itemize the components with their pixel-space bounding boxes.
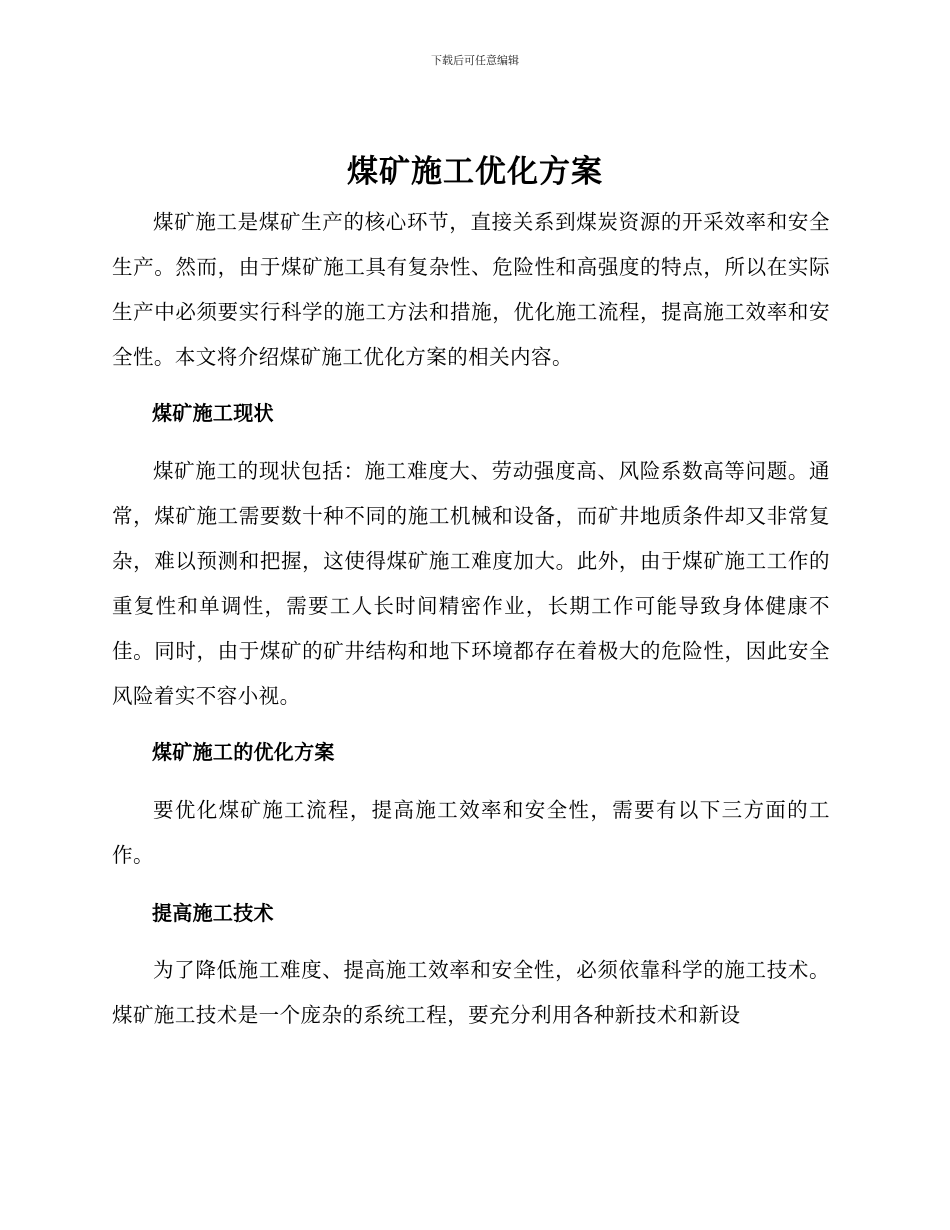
current-status-paragraph: 煤矿施工的现状包括：施工难度大、劳动强度高、风险系数高等问题。通常，煤矿施工需要数十种不同的施工机械和设备，而矿井地质条件却又非常复杂，难以预测和把握，这使得煤矿施工难度加大。此外，由于煤矿施工工作的重复性和单调性，需要工人长时间精密作业，长期工作可能导致身体健康不佳。同时，由于煤矿的矿井结构和地下环境都存在着极大的危险性，因此安全风险着实不容小视。 — [112, 459, 830, 708]
section-heading-improve-technology: 提高施工技术 — [152, 901, 274, 925]
page-header-note: 下载后可任意编辑 — [431, 54, 519, 67]
section-heading-current-status: 煤矿施工现状 — [152, 401, 274, 425]
improve-technology-paragraph: 为了降低施工难度、提高施工效率和安全性，必须依靠科学的施工技术。煤矿施工技术是一个庞杂的系统工程，要充分利用各种新技术和新设 — [112, 958, 830, 1027]
optimization-plan-paragraph: 要优化煤矿施工流程，提高施工效率和安全性，需要有以下三方面的工作。 — [112, 798, 830, 867]
document-title: 煤矿施工优化方案 — [347, 154, 603, 190]
section-heading-optimization-plan: 煤矿施工的优化方案 — [152, 740, 335, 764]
intro-paragraph: 煤矿施工是煤矿生产的核心环节，直接关系到煤炭资源的开采效率和安全生产。然而，由于煤矿施工具有复杂性、危险性和高强度的特点，所以在实际生产中必须要实行科学的施工方法和措施，优化施工流程，提高施工效率和安全性。本文将介绍煤矿施工优化方案的相关内容。 — [112, 210, 830, 369]
